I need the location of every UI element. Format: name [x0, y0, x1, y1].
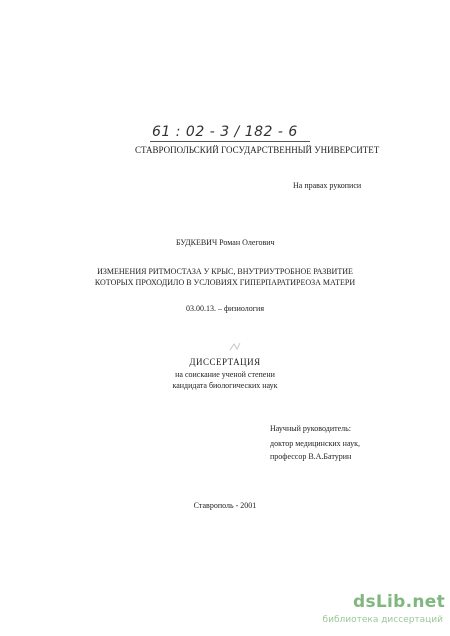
advisor-label: Научный руководитель: [270, 424, 352, 433]
place-and-year: Ставрополь - 2001 [193, 501, 257, 510]
advisor-name: профессор В.А.Батурин [270, 452, 352, 461]
watermark-brand: dsLib.net [353, 592, 446, 612]
advisor-degree: доктор медицинских наук, [270, 439, 360, 448]
university-name: СТАВРОПОЛЬСКИЙ ГОСУДАРСТВЕННЫЙ УНИВЕРСИТЕТ [135, 145, 380, 155]
handwritten-archive-code: 61 : 02 - 3 / 182 - 6 [152, 124, 298, 140]
degree-line-2: кандидата биологических наук [172, 381, 278, 390]
faint-stamp-mark [228, 340, 242, 354]
title-line-2: КОТОРЫХ ПРОХОДИЛО В УСЛОВИЯХ ГИПЕРПАРАТИРЕОЗА МАТЕРИ [94, 278, 356, 287]
author-name: БУДКЕВИЧ Роман Олегович [176, 238, 275, 247]
specialty-code: 03.00.13. – физиология [185, 304, 265, 313]
dslib-watermark-logo [322, 592, 446, 628]
title-line-1: ИЗМЕНЕНИЯ РИТМОСТАЗА У КРЫС, ВНУТРИУТРОБНОЕ РАЗВИТИЕ [97, 267, 353, 276]
document-type: ДИССЕРТАЦИЯ [189, 357, 261, 367]
watermark-tagline: библиотека диссертаций [322, 615, 443, 625]
handwritten-underline [150, 141, 310, 142]
degree-line-1: на соискание ученой степени [175, 370, 275, 379]
manuscript-note: На правах рукописи [293, 181, 362, 190]
